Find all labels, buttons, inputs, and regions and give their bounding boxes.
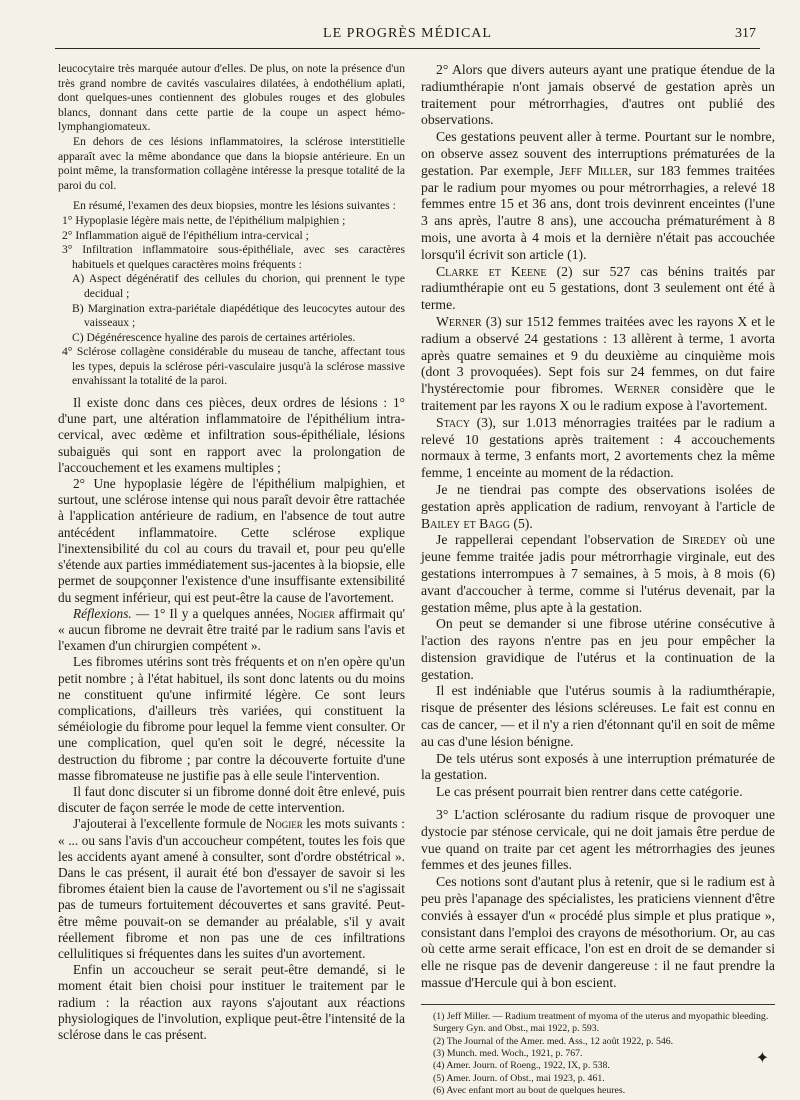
list-item: 1° Hypoplasie légère mais nette, de l'épithélium malpighien ; [62, 213, 346, 227]
author-name: Nogier [297, 605, 335, 621]
paragraph [421, 482, 775, 532]
paragraph [421, 532, 775, 616]
list-item: B) Margination extra-pariétale diapédétique des leucocytes autour des vaisseaux ; [72, 301, 405, 330]
paragraph [421, 264, 775, 314]
list-item: 2° Inflammation aiguë de l'épithélium intra-cervical ; [62, 228, 309, 242]
left-column [58, 62, 405, 1062]
paragraph: 2° Alors que divers auteurs ayant une pratique étendue de la radiumthérapie n'ont jamais observé de gestation après un traitement pour métrorrhagies, d'autres ont publié des observations. [421, 62, 775, 128]
text-run: , sur 183 femmes traitées par le radium pour myomes ou pour métrorrhagies, a relevé 18 femmes entre 15 et 36 ans, dont trois devinrent enceintes (l'une 3 ans après, l'autre 8 ans), une accoucha prématurément à 8 mois, une avorta à 4 mois et la dernière n'était pas accouchée lorsqu'il écrivit son article (1). [421, 162, 775, 262]
author-name: Stacy [436, 414, 471, 430]
text-run: où une jeune femme traitée jadis pour métrorrhagie virginale, eut des gestations interrompues à 7 semaines, à 5 mois, à 8 mois (6) avant d'accoucher à terme, comme si l'utérus devenait, par la gestation même, plus apte à la gestation. [421, 532, 775, 615]
right-column [421, 62, 775, 1097]
text-run: (2) sur 527 cas bénins traités par radiumthérapie ont eu 5 gestations, dont 3 seulement ont été à terme. [421, 263, 775, 313]
author-name: Siredey [682, 532, 727, 548]
ornament-icon: ✦ [755, 1050, 769, 1067]
paragraph: 3° L'action sclérosante du radium risque de provoquer une dystocie par sténose cervicale, qui ne doit jamais être perdue de vue quand on traite par cet agent les métrorrhagies des jeunes femmes et des jeunes filles. [421, 807, 775, 873]
paragraph: leucocytaire très marquée autour d'elles. De plus, on note la présence d'un très grand nombre de cavités vasculaires dilatées, à endothélium aplati, dont quelques-unes contiennent des globules rouges et des globules blancs, donnant dans cette partie de la coupe un aspect hémo-lymphangiomateux. [58, 62, 405, 134]
running-header [55, 18, 760, 49]
paragraph: Enfin un accoucheur se serait peut-être demandé, si le moment était bien choisi pour instituer le traitement par le radium : la réaction aux rayons s'ajoutant aux réactions physiologiques de l'involution, explique peut-être l'intensité de la sclérose dans le cas présent. [58, 962, 405, 1042]
paragraph [421, 415, 775, 482]
paragraph: Il existe donc dans ces pièces, deux ordres de lésions : 1° d'une part, une altération inflammatoire de l'épithélium intra-cervical, avec œdème et infiltration sous-épithéliale, lésions subaiguës qui sont en rapport avec la prolongation de l'accouchement et les examens multiples ; [58, 395, 405, 475]
text-run: Ces gestations peuvent aller à terme. Pourtant sur le nombre, on observe assez souvent des interruptions prématurées de la gestation. Par exemple, [421, 129, 775, 178]
paragraph: Le cas présent pourrait bien rentrer dans cette catégorie. [436, 784, 743, 800]
paragraph: Il faut donc discuter si un fibrome donné doit être enlevé, puis discuter de façon serrée le mode de cette intervention. [58, 783, 405, 816]
paragraph [58, 606, 405, 655]
author-name: Werner [436, 313, 482, 329]
paragraph: 2° Une hypoplasie légère de l'épithélium malpighien, et surtout, une sclérose intense qui nous paraît devoir être rattachée à l'application antérieure de radium, en l'absence de tout autre antécédent inflammatoire. Cette sclérose explique l'inextensibilité du col au cours du travail et, pour peu qu'elle s'étende aux parties immédiatement sus-jacentes à la biopsie, elle permet de soupçonner l'existence d'une insuffisante extensibilité du segment inférieur, qui est peut-être la cause de l'avortement. [58, 476, 405, 605]
text-run: affirmait qu' « aucun fibrome ne devrait être traité par le radium sans l'avis et l'examen d'un chirurgien compétent ». [58, 605, 405, 654]
section-label: Réflexions. [73, 605, 132, 621]
journal-title: LE PROGRÈS MÉDICAL [323, 26, 492, 41]
paragraph: Ces notions sont d'autant plus à retenir, que si le radium est à peu près l'apanage des spécialistes, les praticiens viennent d'être conviés à essayer d'un « procédé plus simple et plus pratique », consistant dans l'emploi des crayons de mésothorium. Or, au cas où cette arme serait efficace, l'on est en droit de se demander si elle ne risque pas de devenir dangereuse : il ne faut prendre la massue d'Hercule qui à bon escient. [421, 874, 775, 991]
list-item: 4° Sclérose collagène considérable du museau de tanche, affectant tous les types, depuis la sclérose péri-vasculaire jusqu'à la sclérose massive envahissant la totalité de la paroi. [62, 345, 405, 388]
list-item: A) Aspect dégénératif des cellules du chorion, qui prennent le type decidual ; [72, 272, 405, 300]
list-item: 3° Infiltration inflammatoire sous-épithéliale, avec ses caractères habituels et quelques caractères moins fréquents : [62, 243, 405, 271]
text-run: (3), sur 1.013 ménorragies traitées par le radium a relevé 10 gestations après traitement : 4 accouchements normaux à terme, 3 enfants mort, 2 avortements chez la même femme, 1 enceinte au moment de la rédaction. [421, 414, 775, 481]
text-run: — 1° Il y a quelques années, [131, 605, 298, 621]
author-name: Clarke et Keene [436, 263, 547, 279]
list-item: C) Dégénérescence hyaline des parois de certaines artérioles. [72, 330, 356, 344]
page-number: 317 [735, 26, 756, 41]
paragraph: Il est indéniable que l'utérus soumis à la radiumthérapie, risque de présenter des lésions scléreuses. Le fait est connu en cas de cancer, — et il n'y a rien d'étonnant qu'il en soit de même au cas d'une lésion bénigne. [421, 683, 775, 749]
paragraph [421, 314, 775, 415]
footnotes [421, 1004, 775, 1098]
footnote: (6) Avec enfant mort au bout de quelques heures. [433, 1085, 626, 1097]
paragraph: Les fibromes utérins sont très fréquents et on n'en opère qu'un petit nombre ; à l'état habituel, ils sont donc latents ou du moins ne constituent qu'une infirmité légère. Ce sont leurs complications, d'ailleurs très variées, qui constituent la séméiologie du fibrome pour lequel la femme vient consulter. Or une complication, quel qu'en soit le degré, nécessite la destruction du fibrome ; par contre la découverte fortuite d'une masse fibromateuse ne justifie pas à elle seule l'intervention. [58, 654, 405, 783]
footnote: (5) Amer. Journ. of Obst., mai 1923, p. 461. [433, 1072, 605, 1084]
text-run: Je ne tiendrai pas compte des observations isolées de gestation après application de radium, renvoyant à l'article de [421, 481, 775, 514]
paragraph [58, 816, 405, 962]
footnote: (3) Munch. med. Woch., 1921, p. 767. [433, 1048, 583, 1060]
text-run: considère que le traitement par les rayons X ou le radium expose à l'avortement. [421, 381, 775, 413]
text-run: (3) sur 1512 femmes traitées avec les rayons X et le radium a observé 24 gestations : 13 allèrent à terme, 1 avorta après quatre semaines et 9 du deuxième au cinquième mois (dont 3 provoquées). Sept fois sur 24 femmes, on dut faire l'hystérectomie pour fibromes. [421, 313, 775, 397]
text-run: les mots suivants : « ... ou sans l'avis d'un accoucheur compétent, toutes les fois que les accidents ayant amené à consulter, sont d'ordre obstétrical ». Dans le cas présent, il aurait été bon d'essayer de savoir si les fibromes étaient bien la cause de l'avortement ou s'il ne s'agissait pas de tumeurs fortuitement découvertes et sans gravité. Peut-être même pouvait-on se demander au préalable, s'il y avait réellement fibrome et non pas une de ces infiltrations cellulitiques si fréquentes dans les suites d'un avortement. [58, 816, 405, 961]
text-run: Je rappellerai cependant l'observation de [436, 532, 683, 548]
paragraph: En résumé, l'examen des deux biopsies, montre les lésions suivantes : [73, 199, 396, 213]
text-run: J'ajouterai à l'excellente formule de [73, 816, 266, 832]
paragraph: De tels utérus sont exposés à une interruption prématurée de la gestation. [421, 750, 775, 783]
author-name: Werner [614, 381, 660, 397]
footnote: (2) The Journal of the Amer. med. Ass., 12 août 1922, p. 546. [433, 1035, 674, 1047]
paragraph: On peut se demander si une fibrose utérine consécutive à l'action des rayons n'entre pas en jeu pour empêcher la distension gravidique de l'utérus et la continuation de la gestation. [421, 616, 775, 682]
author-name: Jeff Miller [559, 162, 629, 178]
paragraph [421, 129, 775, 263]
paragraph: En dehors de ces lésions inflammatoires, la sclérose interstitielle apparaît avec la même abondance que dans la biopsie antérieure. En un point même, la transformation collagène intéresse la presque totalité de la paroi du col. [58, 134, 405, 192]
footnote: (4) Amer. Journ. of Roeng., 1922, IX, p. 538. [433, 1060, 610, 1072]
text-run: (5). [509, 515, 533, 531]
footnote: (1) Jeff Miller. — Radium treatment of myoma of the uterus and myopathic bleeding. Surgery Gyn. and Obst., mai 1922, p. 593. [433, 1010, 769, 1035]
author-name: Bailey et Bagg [421, 515, 510, 531]
author-name: Nogier [265, 816, 303, 832]
